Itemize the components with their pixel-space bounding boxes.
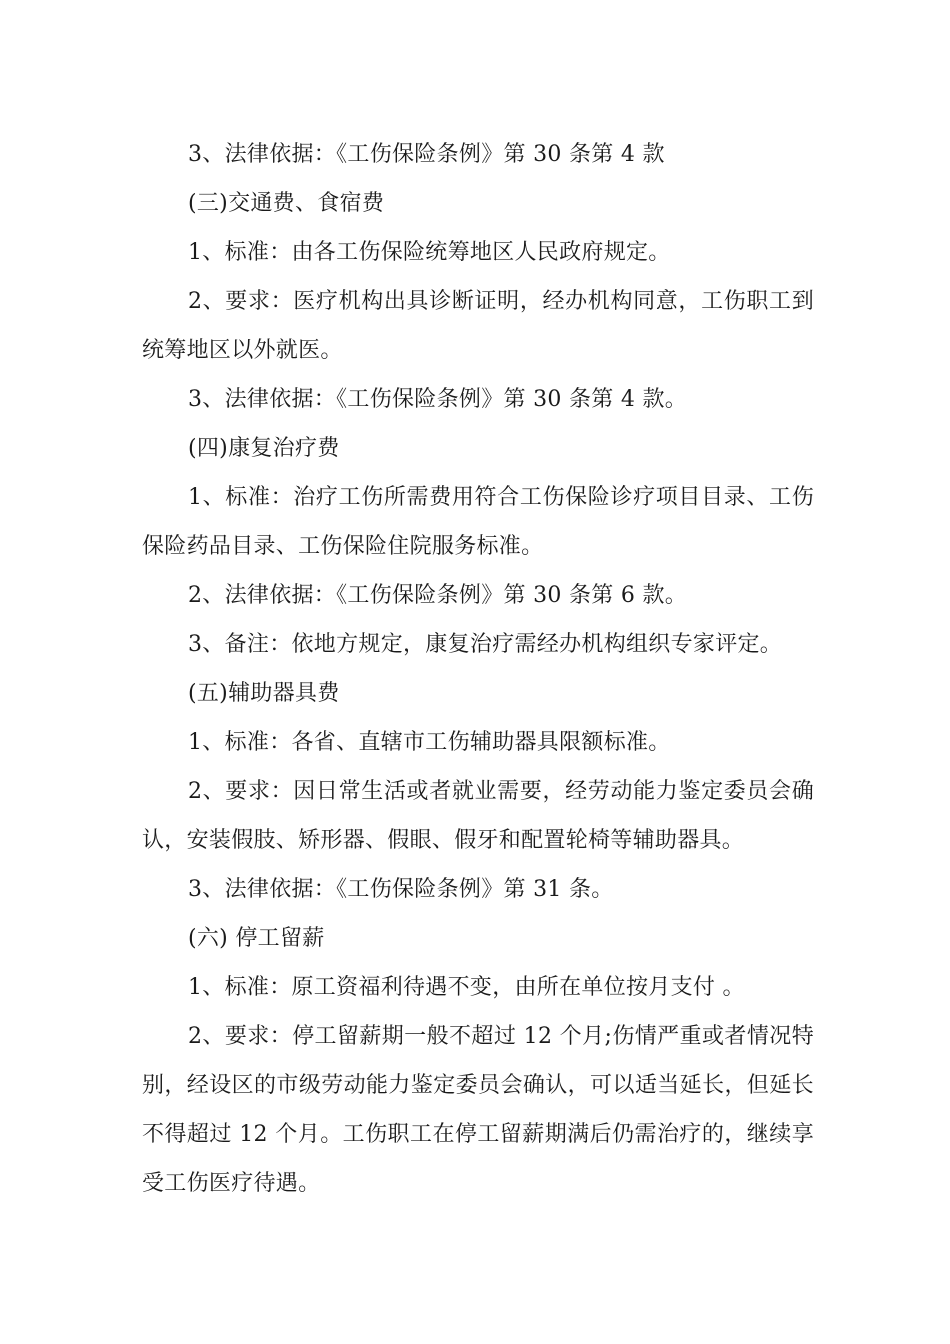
paragraph-transport-standard: 1、标准：由各工伤保险统筹地区人民政府规定。: [188, 240, 671, 265]
paragraph-paid-leave-requirement: 2、要求：停工留薪期一般不超过 12 个月;伤情严重或者情况特别，经设区的市级劳动能力鉴定委员会确认，可以适当延长，但延长不得超过 12 个月。工伤职工在停工留薪期满后仍需治疗的，继续享受工伤医疗待遇。: [142, 1024, 814, 1196]
paragraph-assistive-standard: 1、标准：各省、直辖市工伤辅助器具限额标准。: [188, 730, 671, 755]
heading-transport-lodging: (三)交通费、食宿费: [188, 191, 385, 216]
paragraph-assistive-requirement: 2、要求：因日常生活或者就业需要，经劳动能力鉴定委员会确认，安装假肢、矫形器、假眼、假牙和配置轮椅等辅助器具。: [142, 779, 814, 853]
heading-paid-leave: (六) 停工留薪: [188, 926, 325, 951]
heading-rehabilitation: (四)康复治疗费: [188, 436, 340, 461]
paragraph-rehabilitation-standard: 1、标准：治疗工伤所需费用符合工伤保险诊疗项目目录、工伤保险药品目录、工伤保险住院服务标准。: [142, 485, 814, 559]
paragraph-transport-requirement: 2、要求：医疗机构出具诊断证明，经办机构同意，工伤职工到统筹地区以外就医。: [142, 289, 814, 363]
paragraph-transport-legal-basis: 3、法律依据：《工伤保险条例》第 30 条第 4 款。: [188, 387, 688, 412]
paragraph-legal-basis-30-4: 3、法律依据：《工伤保险条例》第 30 条第 4 款: [188, 142, 665, 167]
heading-assistive-devices: (五)辅助器具费: [188, 681, 340, 706]
paragraph-rehabilitation-legal-basis: 2、法律依据：《工伤保险条例》第 30 条第 6 款。: [188, 583, 688, 608]
paragraph-paid-leave-standard: 1、标准：原工资福利待遇不变，由所在单位按月支付 。: [188, 975, 745, 1000]
paragraph-assistive-legal-basis: 3、法律依据：《工伤保险条例》第 31 条。: [188, 877, 614, 902]
paragraph-rehabilitation-note: 3、备注：依地方规定，康复治疗需经办机构组织专家评定。: [188, 632, 783, 657]
document-body: [142, 130, 814, 1208]
